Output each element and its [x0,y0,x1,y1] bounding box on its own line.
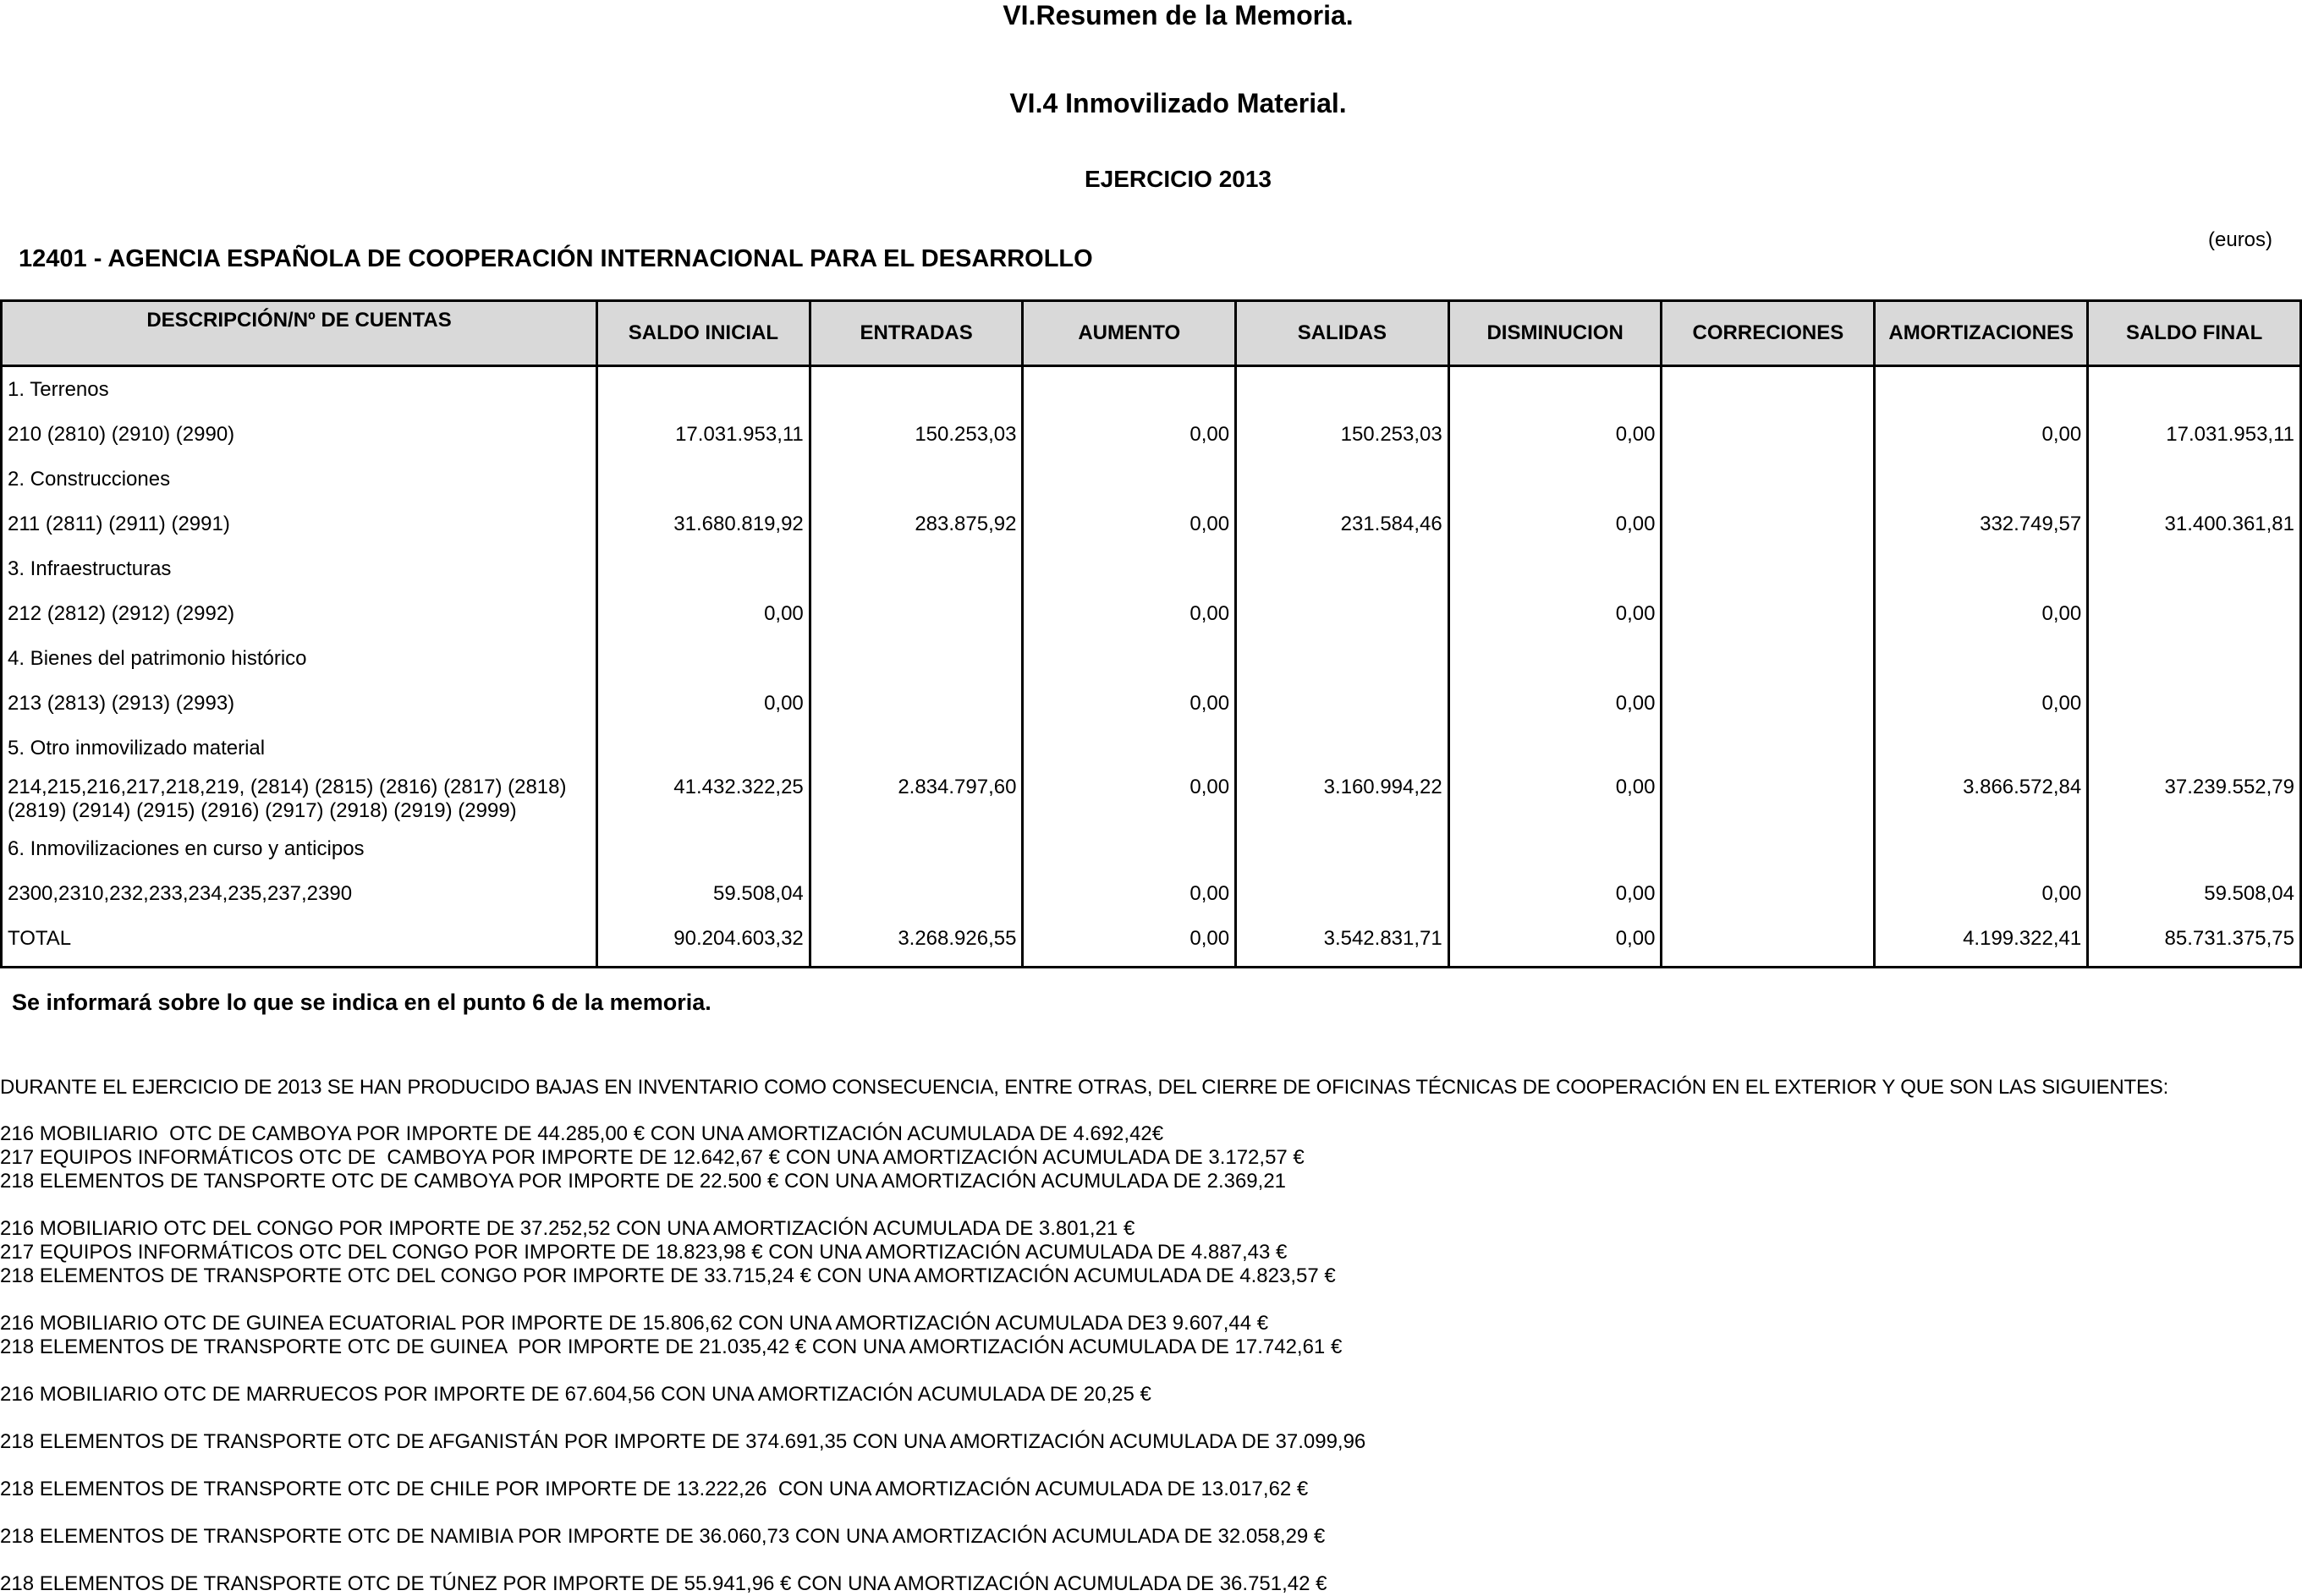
row-value-saldo-inicial: 90.204.603,32 [597,916,810,968]
row-description: 211 (2811) (2911) (2991) [2,502,597,546]
row-value-saldo-final [2088,546,2301,591]
table-row [2,636,2301,681]
writeoff-line: 218 ELEMENTOS DE TRANSPORTE OTC DE NAMIBIA POR IMPORTE DE 36.060,73 CON UNA AMORTIZACIÓN ACUMULADA DE 32.058,29 € [0,1525,1326,1548]
row-value-disminucion [1448,726,1662,771]
writeoff-line: 218 ELEMENTOS DE TRANSPORTE OTC DE GUINEA POR IMPORTE DE 21.035,42 € CON UNA AMORTIZACIÓN ACUMULADA DE 17.742,61 € [0,1335,1343,1358]
row-value-disminucion [1448,366,1662,413]
row-value-correciones [1662,871,1875,916]
row-value-saldo-final [2088,636,2301,681]
col-header-aumento: AUMENTO [1023,301,1236,366]
row-value-entradas [810,826,1023,871]
intro-paragraph: DURANTE EL EJERCICIO DE 2013 SE HAN PRODUCIDO BAJAS EN INVENTARIO COMO CONSECUENCIA, ENTRE OTRAS, DEL CIERRE DE OFICINAS TÉCNICAS DE COOPERACIÓN EN EL EXTERIOR Y QUE SON LAS SIGUIENTES: [0,1076,2169,1099]
group-spacer [0,1454,1365,1478]
row-value-aumento [1023,546,1236,591]
row-value-aumento [1023,366,1236,413]
row-value-saldo-inicial: 0,00 [597,591,810,636]
row-value-entradas: 3.268.926,55 [810,916,1023,968]
row-value-saldo-final: 31.400.361,81 [2088,502,2301,546]
row-value-saldo-inicial [597,826,810,871]
row-value-amortizaciones: 0,00 [1875,871,2088,916]
col-header-disminucion: DISMINUCION [1448,301,1662,366]
row-value-saldo-final [2088,591,2301,636]
table-row [2,871,2301,916]
row-value-aumento: 0,00 [1023,502,1236,546]
row-value-correciones [1662,412,1875,457]
col-header-saldo-final: SALDO FINAL [2088,301,2301,366]
writeoff-line: 218 ELEMENTOS DE TANSPORTE OTC DE CAMBOYA POR IMPORTE DE 22.500 € CON UNA AMORTIZACIÓN ACUMULADA DE 2.369,21 [0,1170,1287,1193]
row-value-salidas: 3.160.994,22 [1236,771,1449,826]
table-row [2,681,2301,726]
row-value-salidas [1236,366,1449,413]
fixed-assets-table [0,299,2302,968]
row-value-entradas [810,366,1023,413]
row-value-correciones [1662,916,1875,968]
group-spacer [0,1288,1365,1312]
row-value-aumento: 0,00 [1023,871,1236,916]
col-header-amortizaciones: AMORTIZACIONES [1875,301,2088,366]
group-spacer [0,1193,1365,1217]
row-value-aumento: 0,00 [1023,916,1236,968]
row-value-disminucion [1448,636,1662,681]
row-value-saldo-inicial: 0,00 [597,681,810,726]
units-label: (euros) [2208,228,2273,251]
row-description: 212 (2812) (2912) (2992) [2,591,597,636]
row-description: 1. Terrenos [2,366,597,413]
row-value-saldo-final: 37.239.552,79 [2088,771,2301,826]
row-description: 6. Inmovilizaciones en curso y anticipos [2,826,597,871]
row-value-entradas: 2.834.797,60 [810,771,1023,826]
row-value-aumento [1023,457,1236,502]
writeoff-group [0,1430,1365,1454]
writeoff-line: 217 EQUIPOS INFORMÁTICOS OTC DEL CONGO POR IMPORTE DE 18.823,98 € CON UNA AMORTIZACIÓN ACUMULADA DE 4.887,43 € [0,1241,1288,1264]
writeoff-line: 216 MOBILIARIO OTC DEL CONGO POR IMPORTE DE 37.252,52 CON UNA AMORTIZACIÓN ACUMULADA DE 3.801,21 € [0,1217,1135,1240]
row-value-correciones [1662,591,1875,636]
row-value-entradas: 150.253,03 [810,412,1023,457]
table-row [2,502,2301,546]
row-value-aumento: 0,00 [1023,591,1236,636]
row-value-saldo-final: 85.731.375,75 [2088,916,2301,968]
row-value-salidas [1236,636,1449,681]
table-row [2,916,2301,968]
row-value-amortizaciones [1875,546,2088,591]
entity-name: 12401 - AGENCIA ESPAÑOLA DE COOPERACIÓN INTERNACIONAL PARA EL DESARROLLO [19,245,1093,272]
row-value-amortizaciones [1875,826,2088,871]
row-value-saldo-final: 59.508,04 [2088,871,2301,916]
writeoff-line: 216 MOBILIARIO OTC DE GUINEA ECUATORIAL POR IMPORTE DE 15.806,62 CON UNA AMORTIZACIÓN ACUMULADA DE3 9.607,44 € [0,1312,1269,1335]
row-value-correciones [1662,726,1875,771]
writeoff-group [0,1478,1365,1501]
writeoff-line: 218 ELEMENTOS DE TRANSPORTE OTC DE TÚNEZ POR IMPORTE DE 55.941,96 € CON UNA AMORTIZACIÓN ACUMULADA DE 36.751,42 € [0,1572,1327,1595]
table-row [2,546,2301,591]
row-value-aumento [1023,636,1236,681]
row-value-disminucion: 0,00 [1448,771,1662,826]
row-value-correciones [1662,457,1875,502]
row-value-salidas [1236,681,1449,726]
row-value-saldo-final [2088,826,2301,871]
row-description: 210 (2810) (2910) (2990) [2,412,597,457]
row-value-correciones [1662,636,1875,681]
row-description: 3. Infraestructuras [2,546,597,591]
group-spacer [0,1359,1365,1383]
row-description: 2300,2310,232,233,234,235,237,2390 [2,871,597,916]
row-description: TOTAL [2,916,597,968]
row-value-salidas [1236,826,1449,871]
row-value-amortizaciones: 0,00 [1875,591,2088,636]
row-value-saldo-final [2088,366,2301,413]
row-value-saldo-inicial [597,366,810,413]
row-value-saldo-final [2088,457,2301,502]
row-value-saldo-inicial: 17.031.953,11 [597,412,810,457]
row-value-disminucion [1448,546,1662,591]
row-value-amortizaciones: 0,00 [1875,681,2088,726]
group-spacer [0,1501,1365,1525]
row-value-entradas: 283.875,92 [810,502,1023,546]
row-value-aumento: 0,00 [1023,681,1236,726]
row-value-saldo-final [2088,681,2301,726]
table-row [2,457,2301,502]
row-value-saldo-inicial: 31.680.819,92 [597,502,810,546]
table-row [2,771,2301,826]
writeoff-group [0,1217,1365,1288]
section-title: VI.4 Inmovilizado Material. [1009,88,1347,118]
row-value-correciones [1662,502,1875,546]
row-value-amortizaciones: 0,00 [1875,412,2088,457]
row-description: 214,215,216,217,218,219, (2814) (2815) (2816) (2817) (2818) (2819) (2914) (2915) (2916) (2917) (2918) (2919) (2999) [2,771,597,826]
row-value-entradas [810,591,1023,636]
row-description: 2. Construcciones [2,457,597,502]
page-title: VI.Resumen de la Memoria. [1003,0,1354,30]
row-value-saldo-final: 17.031.953,11 [2088,412,2301,457]
row-value-disminucion: 0,00 [1448,681,1662,726]
row-value-disminucion [1448,826,1662,871]
row-description: 5. Otro inmovilizado material [2,726,597,771]
table-row [2,366,2301,413]
row-value-amortizaciones: 332.749,57 [1875,502,2088,546]
row-value-entradas [810,726,1023,771]
row-value-amortizaciones: 4.199.322,41 [1875,916,2088,968]
writeoff-line: 218 ELEMENTOS DE TRANSPORTE OTC DE CHILE POR IMPORTE DE 13.222,26 CON UNA AMORTIZACIÓN ACUMULADA DE 13.017,62 € [0,1478,1309,1500]
writeoff-group [0,1383,1365,1407]
col-header-entradas: ENTRADAS [810,301,1023,366]
row-value-disminucion: 0,00 [1448,871,1662,916]
table-row [2,826,2301,871]
row-value-salidas [1236,726,1449,771]
memory-note: Se informará sobre lo que se indica en el punto 6 de la memoria. [12,990,711,1015]
row-value-salidas: 150.253,03 [1236,412,1449,457]
table-row [2,591,2301,636]
col-header-salidas: SALIDAS [1236,301,1449,366]
row-value-saldo-inicial: 41.432.322,25 [597,771,810,826]
row-description: 213 (2813) (2913) (2993) [2,681,597,726]
row-value-amortizaciones [1875,366,2088,413]
row-value-salidas: 3.542.831,71 [1236,916,1449,968]
row-value-aumento [1023,826,1236,871]
row-value-disminucion [1448,457,1662,502]
col-header-saldo-inicial: SALDO INICIAL [597,301,810,366]
row-value-saldo-final [2088,726,2301,771]
row-value-entradas [810,636,1023,681]
col-header-correciones: CORRECIONES [1662,301,1875,366]
row-value-correciones [1662,771,1875,826]
row-description: 4. Bienes del patrimonio histórico [2,636,597,681]
row-value-salidas: 231.584,46 [1236,502,1449,546]
writeoff-line: 218 ELEMENTOS DE TRANSPORTE OTC DE AFGANISTÁN POR IMPORTE DE 374.691,35 CON UNA AMORTIZACIÓN ACUMULADA DE 37.099,96 [0,1430,1366,1453]
row-value-disminucion: 0,00 [1448,916,1662,968]
group-spacer [0,1549,1365,1572]
row-value-salidas [1236,871,1449,916]
writeoff-line: 217 EQUIPOS INFORMÁTICOS OTC DE CAMBOYA POR IMPORTE DE 12.642,67 € CON UNA AMORTIZACIÓN ACUMULADA DE 3.172,57 € [0,1146,1305,1169]
row-value-aumento: 0,00 [1023,412,1236,457]
writeoff-group [0,1572,1365,1596]
row-value-entradas [810,681,1023,726]
row-value-salidas [1236,546,1449,591]
row-value-correciones [1662,681,1875,726]
row-value-saldo-inicial [597,636,810,681]
writeoff-line: 216 MOBILIARIO OTC DE MARRUECOS POR IMPORTE DE 67.604,56 CON UNA AMORTIZACIÓN ACUMULADA DE 20,25 € [0,1383,1151,1406]
row-value-aumento [1023,726,1236,771]
row-value-amortizaciones: 3.866.572,84 [1875,771,2088,826]
fiscal-year: EJERCICIO 2013 [1085,166,1272,192]
row-value-correciones [1662,366,1875,413]
row-value-saldo-inicial [597,726,810,771]
row-value-saldo-inicial [597,457,810,502]
row-value-amortizaciones [1875,457,2088,502]
writeoffs-list [0,1122,1365,1596]
row-value-entradas [810,871,1023,916]
table-header-row [2,301,2301,366]
writeoff-line: 216 MOBILIARIO OTC DE CAMBOYA POR IMPORTE DE 44.285,00 € CON UNA AMORTIZACIÓN ACUMULADA DE 4.692,42€ [0,1122,1164,1145]
writeoff-line: 218 ELEMENTOS DE TRANSPORTE OTC DEL CONGO POR IMPORTE DE 33.715,24 € CON UNA AMORTIZACIÓN ACUMULADA DE 4.823,57 € [0,1264,1336,1287]
row-value-aumento: 0,00 [1023,771,1236,826]
row-value-disminucion: 0,00 [1448,412,1662,457]
row-value-entradas [810,546,1023,591]
table-row [2,726,2301,771]
row-value-disminucion: 0,00 [1448,591,1662,636]
row-value-correciones [1662,546,1875,591]
row-value-amortizaciones [1875,636,2088,681]
writeoff-group [0,1122,1365,1193]
col-header-description: DESCRIPCIÓN/Nº DE CUENTAS [2,301,597,366]
row-value-amortizaciones [1875,726,2088,771]
writeoff-group [0,1525,1365,1549]
table-row [2,412,2301,457]
row-value-entradas [810,457,1023,502]
group-spacer [0,1407,1365,1430]
row-value-saldo-inicial: 59.508,04 [597,871,810,916]
writeoff-group [0,1312,1365,1359]
row-value-correciones [1662,826,1875,871]
row-value-salidas [1236,457,1449,502]
row-value-salidas [1236,591,1449,636]
row-value-disminucion: 0,00 [1448,502,1662,546]
row-value-saldo-inicial [597,546,810,591]
